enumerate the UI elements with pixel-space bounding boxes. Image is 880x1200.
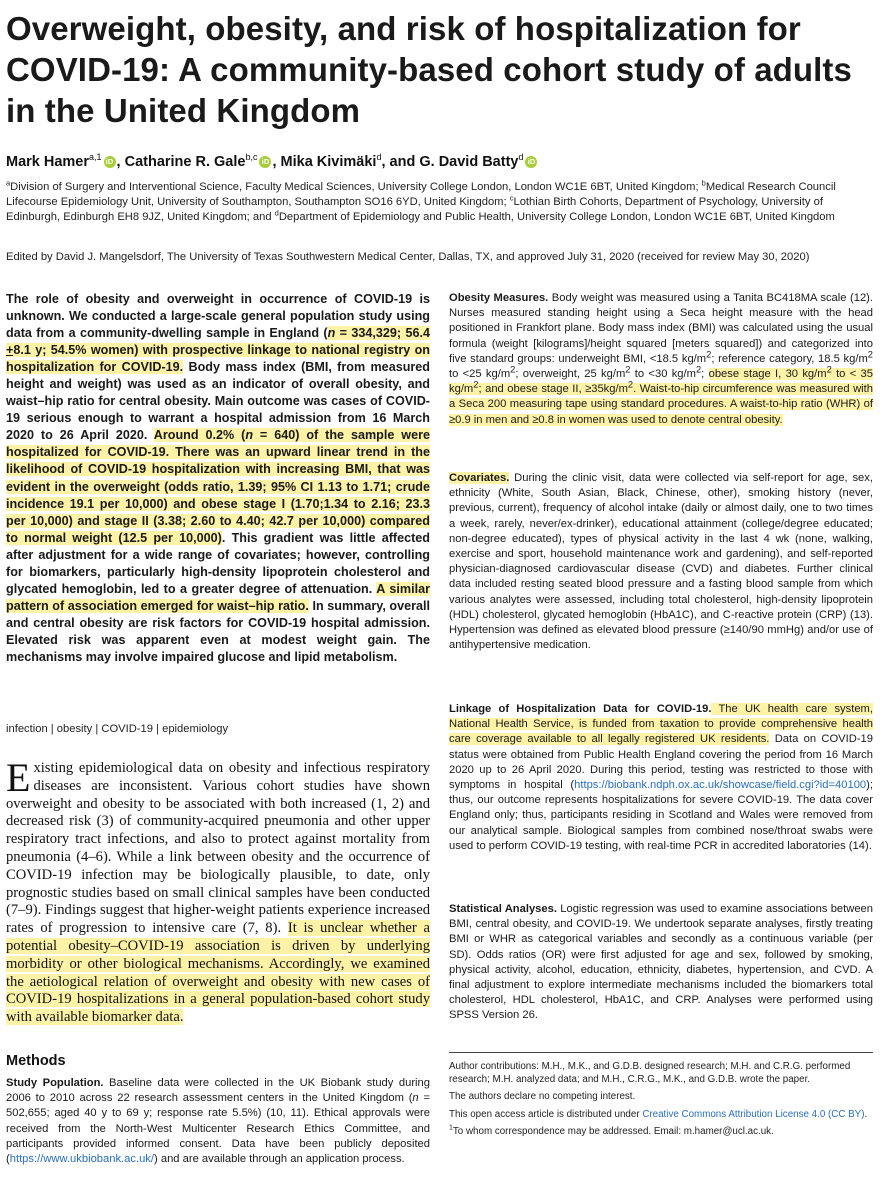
edited-by: Edited by David J. Mangelsdorf, The University of Texas Southwestern Medical Center, Dallas, TX, and approved July 31, 2020 (received for review May 30, 2020) xyxy=(6,251,810,263)
author-sup: a,1 xyxy=(89,152,102,163)
highlighted-text: + xyxy=(6,343,14,358)
dropcap: E xyxy=(6,755,31,800)
author-name[interactable]: Mika Kivimäki xyxy=(280,154,377,170)
affiliation: Medical Research Council Lifecourse Epidemiology Unit, University of Southampton, Southampton SO16 6YD, United Kingdom; xyxy=(6,181,836,209)
author-contributions: Author contributions: M.H., M.K., and G.D.B. designed research; M.H. and C.R.G. performed research; M.H. analyzed data; and M.H., C.R.G., M.K., and G.D.B. wrote the paper. xyxy=(449,1061,851,1086)
highlighted-text: = 334,329; 56.4 xyxy=(335,326,430,341)
linkage-section: Linkage of Hospitalization Data for COVID-19. The UK health care system, National Health Service, is funded from taxation to provide comprehensive health care coverage available to all legally registered UK residents. Data on COVID-19 status were obtained from Public Health England covering the period from 16 March 2020 up to 26 April 2020. During this period, testing was restricted to those with symptoms in hospital (https://biobank.ndph.ox.ac.uk/showcase/field.cgi?id=40100); thus, our outcome represents hospitalizations for severe COVID-19. The data cover England only; thus, participants residing in Scotland and Wales were removed from our analytical sample. Biological samples from combined nose/throat swabs were used to perform COVID-19 testing, with real-time PCR in accredited laboratories (14). xyxy=(449,703,873,852)
author-name[interactable]: Catharine R. Gale xyxy=(124,154,246,170)
author-name[interactable]: G. David Batty xyxy=(419,154,519,170)
competing-interests: The authors declare no competing interest. xyxy=(449,1091,636,1103)
footnotes xyxy=(449,1060,873,1142)
author-sup: d xyxy=(518,152,524,163)
highlighted-text: It is unclear whether a potential obesity–COVID-19 association is driven by underlying morbidity or other biological mechanisms. Accordingly, we examined the aetiological relation of overweight and obesity with new cases of COVID-19 hospitalizations in a general population-based cohort study with available biomarker data. xyxy=(6,920,430,1026)
keyword[interactable]: epidemiology xyxy=(162,723,229,735)
abstract xyxy=(6,291,430,666)
highlighted-text: Around 0.2% ( xyxy=(153,428,246,443)
highlighted-text: A similar pattern of association emerged for waist–hip ratio. xyxy=(6,581,430,613)
highlighted-text: 8.1 y; 54.5% women) with prospective linkage to national registry on hospitalization for COVID-19. xyxy=(6,343,430,375)
orcid-icon[interactable]: iD xyxy=(259,156,271,168)
abstract-text: The role of obesity and overweight in occurrence of COVID-19 is unknown. We conducted a large-scale general population study using data from a community-dwelling sample in England ( xyxy=(6,292,430,341)
author-name[interactable]: Mark Hamer xyxy=(6,154,90,170)
affiliation: Division of Surgery and Interventional Science, Faculty Medical Sciences, University College London, London WC1E 6BT, United Kingdom; xyxy=(10,181,699,193)
abstract-text: Body mass index (BMI, from measured height and weight) was used as an indicator of overall obesity, and waist–hip ratio for central obesity. Main outcome was cases of COVID-19 serious enough to warrant a hospital admission from 16 March 2020 to 26 April 2020. xyxy=(6,360,430,443)
author-sup: b,c xyxy=(245,152,258,163)
keyword[interactable]: obesity xyxy=(56,723,93,735)
highlighted-text: n xyxy=(245,428,254,443)
highlighted-text: = 640) of the sample were hospitalized for COVID-19. There was an upward linear trend in the likelihood of COVID-19 hospitalization with increasing BMI, that was evident in the overweight (odds ratio, 1.39; 95% CI 1.13 to 1.71; crude incidence 19.1 per 10,000) and obese stage I (1.70;1.34 to 2.16; 23.3 per 10,000) and stage II (3.38; 2.60 to 4.40; 42.7 per 10,000) compared to normal weight (12.5 per 10,000) xyxy=(6,428,430,545)
highlighted-text: The UK health care system, National Health Service, is funded from taxation to provide comprehensive health care coverage available to all legally registered UK residents. xyxy=(449,703,873,746)
license-note: This open access article is distributed under Creative Commons Attribution License 4.0 (CC BY). xyxy=(449,1108,868,1120)
author-list: Mark Hamer$^{a,1}$ iD , Catharine R. Gale$^{b,c}$ iD , Mika Kivimäki$^d$, and G. David Batty$^d$ iD xyxy=(6,153,866,171)
affiliation: Department of Epidemiology and Public Health, University College London, London WC1E 6BT, United Kingdom xyxy=(278,211,835,224)
footnote-divider xyxy=(449,1052,873,1053)
keywords: infection | obesity | COVID-19 | epidemiology xyxy=(6,723,229,735)
author-sup: d xyxy=(376,152,382,163)
affiliations: $^a$Division of Surgery and Interventional Science, Faculty Medical Sciences, University College London, London WC1E 6BT, United Kingdom; $^b$Medical Research Council Lifecourse Epidemiology Unit, University of Southampton, Southampton SO16 6YD, United Kingdom; $^c$Lothian Birth Cohorts, Department of Psychology, University of Edinburgh, Edinburgh EH8 9JZ, United Kingdom; and $^d$Department of Epidemiology and Public Health, University College London, London WC1E 6BT, United Kingdom xyxy=(6,178,836,224)
license-link[interactable]: Creative Commons Attribution License 4.0 (CC BY) xyxy=(642,1108,865,1120)
section-label: Covariates. xyxy=(449,472,510,484)
abstract-text: . This gradient was little affected after adjustment for a wide range of covariates; however, controlling for biomarkers, particularly high-density lipoprotein cholesterol and glycated hemoglobin, led to a greater degree of attenuation. xyxy=(6,530,430,596)
abstract-text: In summary, overall and central obesity are risk factors for COVID-19 hospital admission. Elevated risk was apparent even at modest weight gain. The mechanisms may involve impaired glucose and lipid metabolism. xyxy=(6,598,431,664)
ukbiobank-link[interactable]: https://www.ukbiobank.ac.uk/ xyxy=(9,1153,155,1166)
methods-heading: Methods xyxy=(6,1053,66,1069)
section-label: Study Population. xyxy=(6,1077,104,1089)
highlighted-text: obese stage I, 30 $kg/m^2$ to < 35 $kg/m^2$; and obese stage II, $\ge 35kg/m^2$. Waist-to-hip circumference was measured with a Seca 200 measuring tape using standard procedures. A waist-to-hip ratio (WHR) of ≥0.9 in men and ≥0.8 in women was used to denote central obesity. xyxy=(449,364,873,426)
study-population-section: Study Population. Baseline data were collected in the UK Biobank study during 2006 to 2010 across 22 research assessment centers in the United Kingdom (n = 502,655; aged 40 y to 69 y; response rate 5.5%) (10, 11). Ethical approvals were received from the North-West Multicenter Research Ethics Committee, and participants provided informed consent. Data have been publicly deposited (https://www.ukbiobank.ac.uk/) and are available through an application process. xyxy=(6,1077,430,1166)
covariates-section: Covariates. During the clinic visit, data were collected via self-report for age, sex, ethnicity (White, South Asian, Black, Chinese, other), smoking history (never, previous, current), frequency of alcohol intake (daily or almost daily, one to two times a week, rarely, never/ex-drinker), educational attainment (college/degree educated; non-degree educated), types of physical activity in the last 4 wk (none, walking, exercise and sport, household maintenance work and gardening), and self-reported physician-diagnosed cardiovascular disease (CVD) and diabetes. Further clinical data included resting seated blood pressure and a fasting blood sample from which various analytes were assessed, including total cholesterol, high-density lipoprotein (HDL) cholesterol, glycated hemoglobin (HbA1C), and C-reactive protein (CRP) (13). Hypertension was defined as elevated blood pressure (≥140/90 mmHg) and/or use of antihypertensive medication. xyxy=(449,472,873,652)
obesity-measures-section: Obesity Measures. Body weight was measured using a Tanita BC418MA scale (12). Nurses measured standing height using a Seca height measure with the head positioned in Frankfort plane. Body mass index (BMI) was calculated using the usual formula (weight [kilograms]/height squared [meters squared]) and categorized into five standard groups: underweight BMI, <18.5 $kg/m^2$; reference category, 18.5 $kg/m^2$ to <25 $kg/m^2$; overweight, 25 $kg/m^2$ to <30 $kg/m^2$; obese stage I, 30 $kg/m^2$ to < 35 $kg/m^2$; and obese stage II, $\ge 35kg/m^2$. Waist-to-hip circumference was measured with a Seca 200 measuring tape using standard procedures. A waist-to-hip ratio (WHR) of ≥0.9 in men and ≥0.8 in women was used to denote central obesity. xyxy=(449,292,874,426)
affiliation: Lothian Birth Cohorts, Department of Psychology, University of Edinburgh, Edinburgh EH8 9JZ, United Kingdom; and xyxy=(6,196,823,224)
statistical-analyses-section: Statistical Analyses. Logistic regression was used to examine associations between BMI, central obesity, and COVID-19. We undertook separate analyses, firstly treating BMI or WHR as categorical variables and secondly as a continuous variable (per SD). Odds ratios (OR) were first adjusted for age and sex, followed by smoking, physical activity, alcohol, education, ethnicity, diabetes, hypertension, and CVD. A final adjustment to explore intermediate mechanisms included the biomarkers total cholesterol, HDL cholesterol, HbA1C, and CRP. Analyses were performed using SPSS Version 26. xyxy=(449,903,873,1022)
highlighted-text: n xyxy=(327,326,336,341)
orcid-icon[interactable]: iD xyxy=(525,156,537,168)
orcid-icon[interactable]: iD xyxy=(104,156,116,168)
section-label: Obesity Measures. xyxy=(449,292,549,304)
section-label: Linkage of Hospitalization Data for COVID-19. xyxy=(449,703,712,715)
keyword[interactable]: infection xyxy=(6,723,48,735)
keyword[interactable]: COVID-19 xyxy=(101,723,153,735)
article-title: Overweight, obesity, and risk of hospitalization for COVID-19: A community-based cohort study of adults in the United Kingdom xyxy=(6,10,852,129)
section-label: Statistical Analyses. xyxy=(449,903,557,915)
correspondence-note: $^1$To whom correspondence may be addressed. Email: m.hamer@ucl.ac.uk. xyxy=(449,1124,774,1137)
introduction: Existing epidemiological data on obesity and infectious respiratory diseases are inconsistent. Various cohort studies have shown overweight and obesity to be associated with both increased (1, 2) and decreased risk (3) of community-acquired pneumonia and other upper respiratory tract infections, and also to protect against mortality from pneumonia (4–6). While a link between obesity and the occurrence of COVID-19 infection may be biologically plausible, to date, only prognostic studies based on small clinical samples have been conducted (7–9). Findings suggest that higher-weight patients experience increased rates of progression to intensive care (7, 8). It is unclear whether a potential obesity–COVID-19 association is driven by underlying morbidity or other biological mechanisms. Accordingly, we examined the aetiological relation of overweight and obesity with new cases of COVID-19 hospitalizations in a general population-based cohort study with available biomarker data. xyxy=(6,755,430,1026)
biobank-showcase-link[interactable]: https://biobank.ndph.ox.ac.uk/showcase/field.cgi?id=40100 xyxy=(574,779,867,792)
